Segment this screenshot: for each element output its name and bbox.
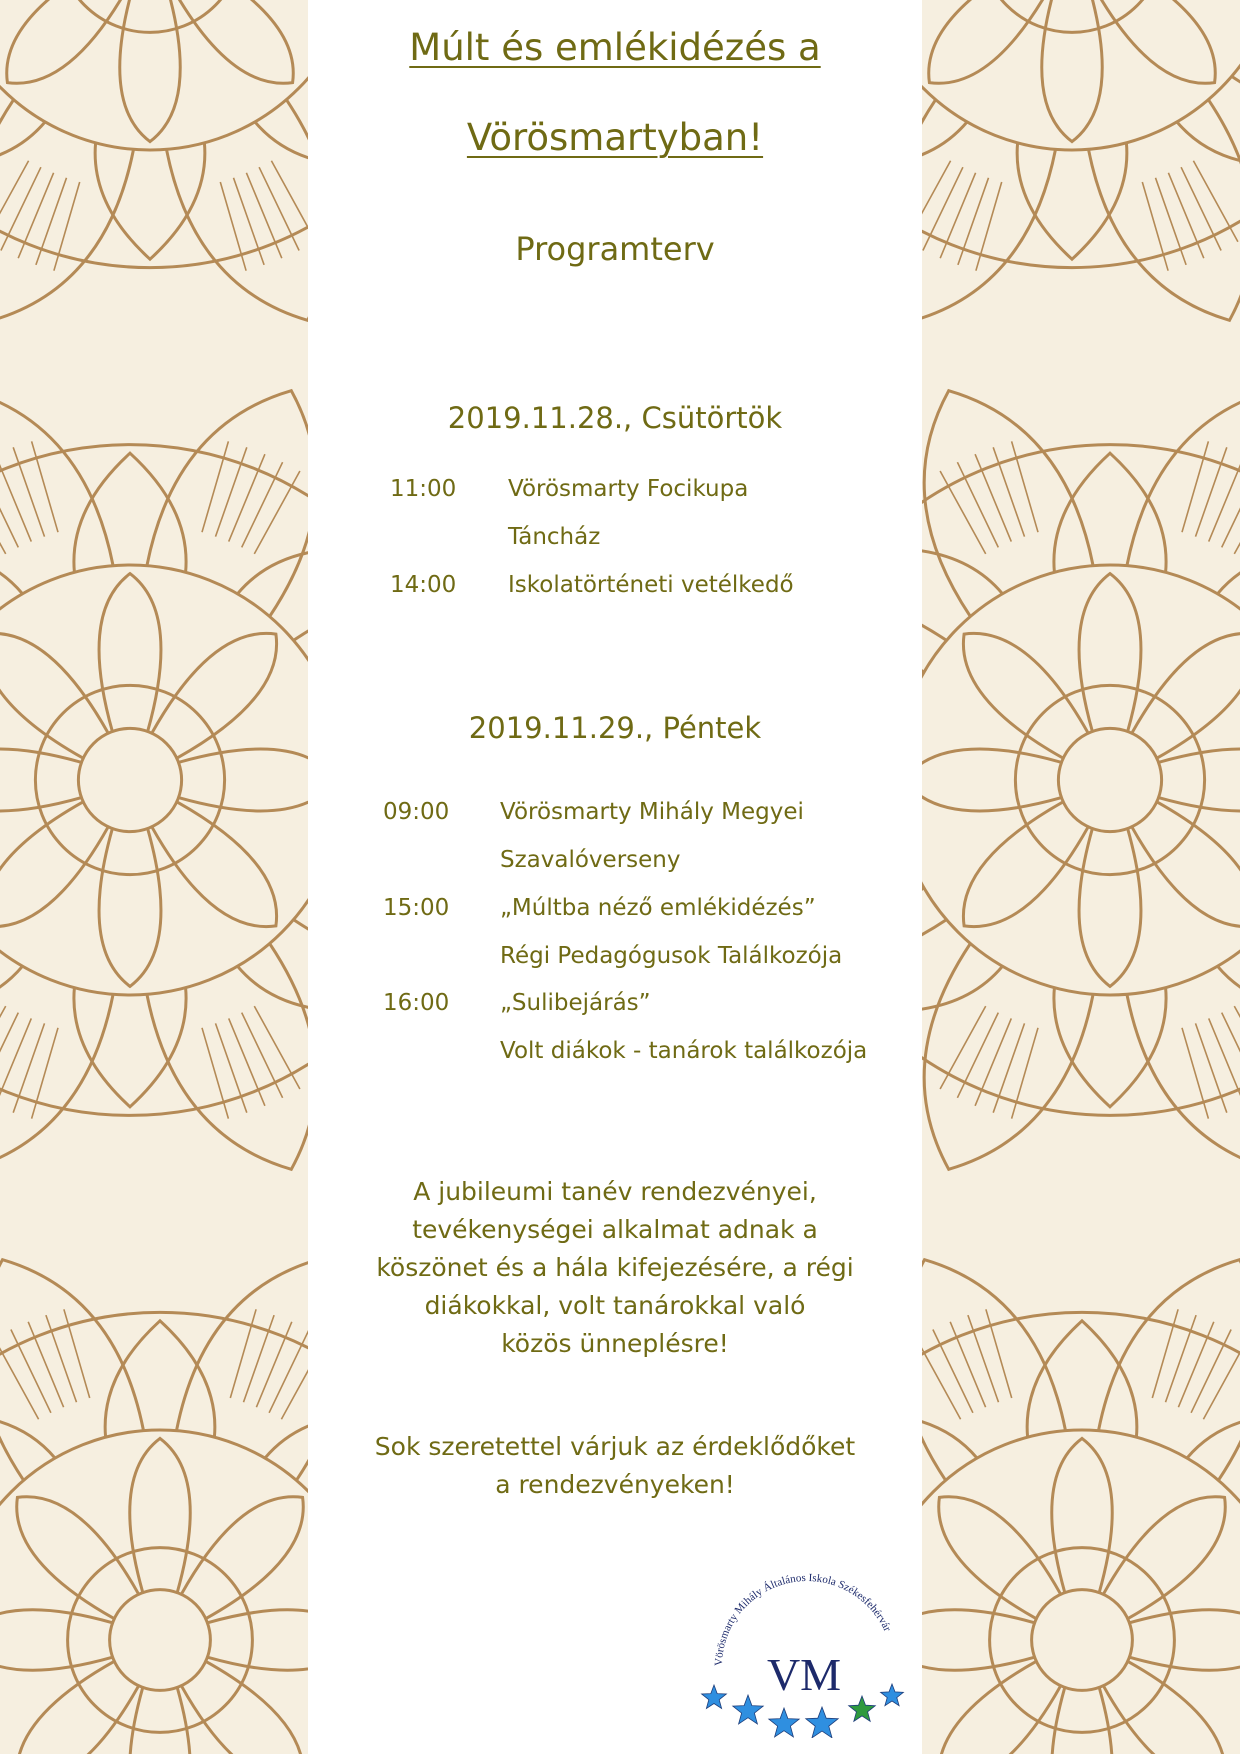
logo-ring-text: Vörösmarty Mihály Általános Iskola Székesfehérvár [712,1571,894,1667]
school-logo-graphic [692,1548,912,1738]
event-time: 09:00 [383,799,450,825]
event-time: 14:00 [390,572,457,598]
right-ornament-panel [922,0,1240,1754]
logo-star [806,1707,838,1738]
closing-paragraph: A jubileumi tanév rendezvényei, tevékenységei alkalmat adnak a köszönet és a hála kifejezésére, a régi diákokkal, volt tanárokkal való közös ünneplésre! [376,1177,854,1358]
mandala-ornament-right [922,0,1240,1754]
event-title: „Múltba néző emlékidézés” [500,895,816,921]
school-logo [692,1548,912,1738]
title-line-1: Múlt és emlékidézés a [409,26,821,69]
logo-star [733,1695,763,1724]
left-ornament-panel [0,0,308,1754]
mandala-motif [922,1260,1240,1754]
invitation-text: Sok szeretettel várjuk az érdeklődőket a rendezvényeken! [374,1432,856,1499]
event-title: Iskolatörténeti vetélkedő [508,572,794,598]
mandala-motif [0,0,308,320]
mandala-motif [0,1260,308,1754]
mandala-motif [922,391,1240,1170]
event-title: „Sulibejárás” [500,990,651,1016]
event-title: Szavalóverseny [500,847,681,873]
event-time: 11:00 [390,476,457,502]
event-time: 15:00 [383,895,450,921]
day-heading-1: 2019.11.28., Csütörtök [447,401,783,435]
mandala-motif [922,0,1240,320]
day-heading-2: 2019.11.29., Péntek [468,711,762,745]
mandala-ornament-left [0,0,308,1754]
logo-star [702,1685,727,1709]
event-time: 16:00 [383,990,450,1016]
event-title: Volt diákok - tanárok találkozója [500,1038,868,1064]
flyer-content [308,0,922,1754]
logo-star [769,1708,799,1737]
event-title: Régi Pedagógusok Találkozója [500,943,843,969]
event-title: Táncház [508,524,601,550]
logo-monogram: VM [766,1649,842,1700]
event-title: Vörösmarty Mihály Megyei [500,799,804,825]
event-title: Vörösmarty Focikupa [508,476,749,502]
mandala-motif [0,391,308,1170]
title-line-2: Vörösmartyban! [466,116,764,159]
logo-star [881,1684,904,1706]
logo-star [849,1696,876,1721]
subtitle: Programterv [515,230,715,268]
